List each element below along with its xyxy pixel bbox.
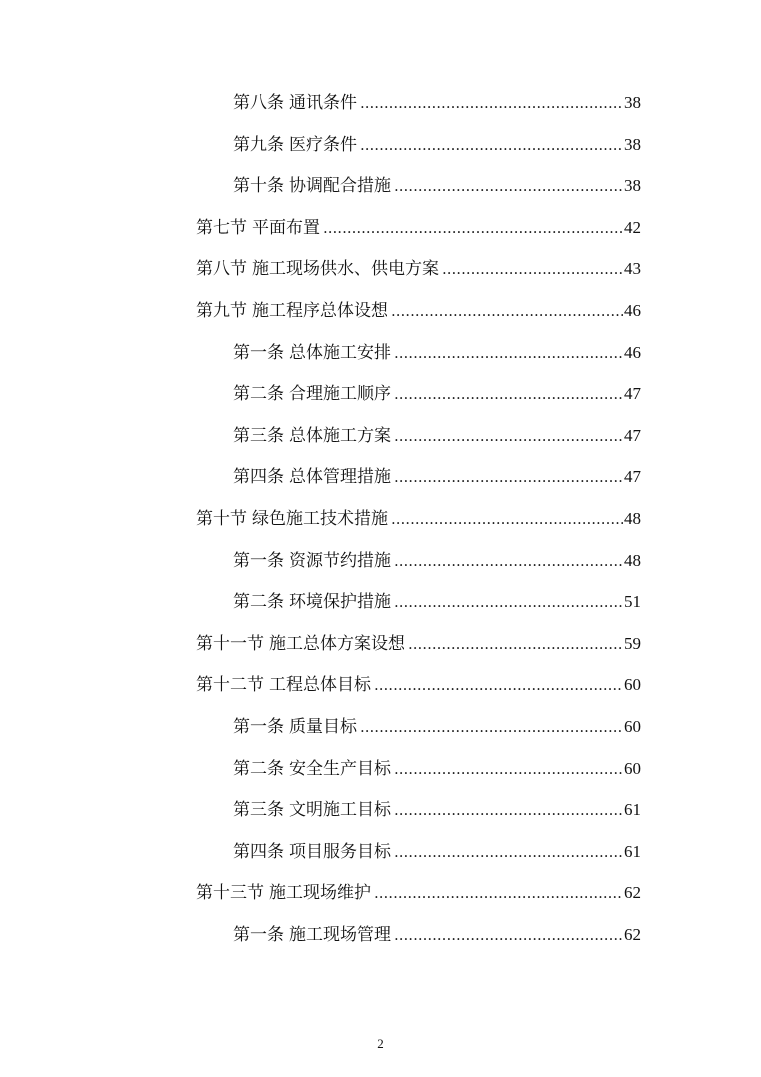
dot-leader (394, 172, 623, 200)
toc-entry-page: 59 (624, 633, 641, 653)
toc-entry-number: 第九节 (196, 301, 247, 321)
toc-entry[interactable] (196, 879, 641, 907)
toc-entry[interactable] (196, 214, 641, 242)
toc-entry[interactable] (196, 255, 641, 283)
toc-entry-title: 合理施工顺序 (289, 384, 391, 405)
dot-leader (394, 463, 623, 491)
toc-entry-number: 第二条 (233, 384, 284, 405)
toc-entry-number: 第十三节 (196, 883, 264, 904)
toc-entry-number: 第三条 (233, 800, 284, 821)
toc-entry-number: 第十二节 (196, 675, 264, 696)
toc-entry-page: 48 (624, 509, 641, 528)
toc-entry[interactable] (233, 172, 641, 200)
toc-entry-number: 第一条 (233, 717, 284, 737)
toc-entry-page: 47 (624, 467, 641, 487)
toc-entry[interactable] (233, 547, 641, 575)
toc-entry-title: 资源节约措施 (289, 550, 391, 571)
toc-entry[interactable] (233, 588, 641, 616)
toc-entry[interactable] (233, 796, 641, 824)
toc-entry-title: 安全生产目标 (289, 758, 391, 779)
toc-entry-number: 第二条 (233, 758, 284, 779)
toc-entry-number: 第一条 (233, 925, 284, 945)
toc-entry-number: 第七节 (196, 217, 247, 238)
toc-entry[interactable] (233, 838, 641, 866)
toc-entry-title: 医疗条件 (289, 134, 357, 155)
toc-entry-title: 总体施工安排 (289, 342, 391, 363)
toc-entry-title: 质量目标 (289, 717, 357, 737)
toc-entry[interactable] (233, 339, 641, 367)
toc-entry-number: 第十节 (196, 509, 247, 529)
dot-leader (374, 671, 623, 699)
toc-entry-page: 47 (624, 425, 641, 445)
toc-entry-number: 第三条 (233, 425, 284, 446)
toc-entry[interactable] (233, 921, 641, 949)
toc-entry[interactable] (233, 131, 641, 159)
toc-entry-title: 平面布置 (252, 217, 320, 238)
toc-entry-page: 38 (624, 93, 641, 112)
toc-entry-title: 项目服务目标 (289, 841, 391, 862)
toc-entry[interactable] (233, 380, 641, 408)
toc-entry-number: 第一条 (233, 342, 284, 363)
dot-leader (360, 131, 623, 159)
toc-entry-page: 46 (624, 301, 641, 320)
toc-entry-title: 施工现场管理 (289, 925, 391, 945)
toc-entry-page: 60 (624, 717, 641, 736)
dot-leader (360, 713, 623, 741)
toc-entry-number: 第八节 (196, 259, 247, 280)
toc-entry-title: 施工程序总体设想 (252, 301, 388, 321)
toc-entry-page: 38 (624, 176, 641, 196)
dot-leader (394, 838, 623, 866)
toc-entry-number: 第四条 (233, 841, 284, 862)
toc-entry[interactable] (196, 505, 641, 533)
toc-entry-page: 46 (624, 342, 641, 362)
toc-entry-page: 60 (624, 758, 641, 778)
toc-entry[interactable] (233, 422, 641, 450)
dot-leader (408, 630, 623, 658)
toc-entry-title: 施工现场维护 (269, 883, 371, 904)
toc-entry-title: 通讯条件 (289, 93, 357, 113)
toc-entry-number: 第一条 (233, 550, 284, 571)
dot-leader (391, 505, 623, 533)
toc-entry[interactable] (233, 755, 641, 783)
toc-entry[interactable] (233, 89, 641, 117)
toc-entry[interactable] (233, 713, 641, 741)
toc-entry-title: 环境保护措施 (289, 592, 391, 613)
toc-entry-number: 第八条 (233, 93, 284, 113)
toc-entry[interactable] (196, 297, 641, 325)
dot-leader (394, 796, 623, 824)
toc-entry-title: 协调配合措施 (289, 176, 391, 197)
toc-entry-page: 47 (624, 384, 641, 404)
dot-leader (391, 297, 623, 325)
dot-leader (394, 921, 623, 949)
toc-entry-page: 61 (624, 800, 641, 820)
dot-leader (394, 547, 623, 575)
toc-entry-number: 第九条 (233, 134, 284, 155)
toc-entry-title: 总体施工方案 (289, 425, 391, 446)
dot-leader (374, 879, 623, 907)
toc-entry-title: 文明施工目标 (289, 800, 391, 821)
toc-entry-page: 62 (624, 925, 641, 944)
dot-leader (442, 255, 623, 283)
toc-entry-number: 第二条 (233, 592, 284, 613)
toc-entry-number: 第十一节 (196, 633, 264, 654)
toc-entry-title: 总体管理措施 (289, 467, 391, 488)
toc-entry[interactable] (233, 463, 641, 491)
dot-leader (394, 755, 623, 783)
toc-entry[interactable] (196, 671, 641, 699)
dot-leader (360, 89, 623, 117)
toc-entry-page: 48 (624, 550, 641, 570)
toc-entry-page: 51 (624, 592, 641, 612)
dot-leader (323, 214, 623, 242)
toc-entry-page: 60 (624, 675, 641, 695)
dot-leader (394, 588, 623, 616)
page-number: 2 (377, 1036, 384, 1051)
toc-entry-number: 第十条 (233, 176, 284, 197)
dot-leader (394, 339, 623, 367)
dot-leader (394, 422, 623, 450)
toc-entry-page: 43 (624, 259, 641, 279)
toc-entry-title: 绿色施工技术措施 (252, 509, 388, 529)
toc-entry-page: 42 (624, 217, 641, 237)
toc-entry-number: 第四条 (233, 467, 284, 488)
toc-entry-page: 38 (624, 134, 641, 154)
toc-entry-title: 工程总体目标 (269, 675, 371, 696)
toc-entry-title: 施工总体方案设想 (269, 633, 405, 654)
toc-entry-page: 62 (624, 883, 641, 903)
dot-leader (394, 380, 623, 408)
toc-entry-page: 61 (624, 841, 641, 861)
toc-entry-title: 施工现场供水、供电方案 (252, 259, 439, 280)
toc-entry[interactable] (196, 630, 641, 658)
